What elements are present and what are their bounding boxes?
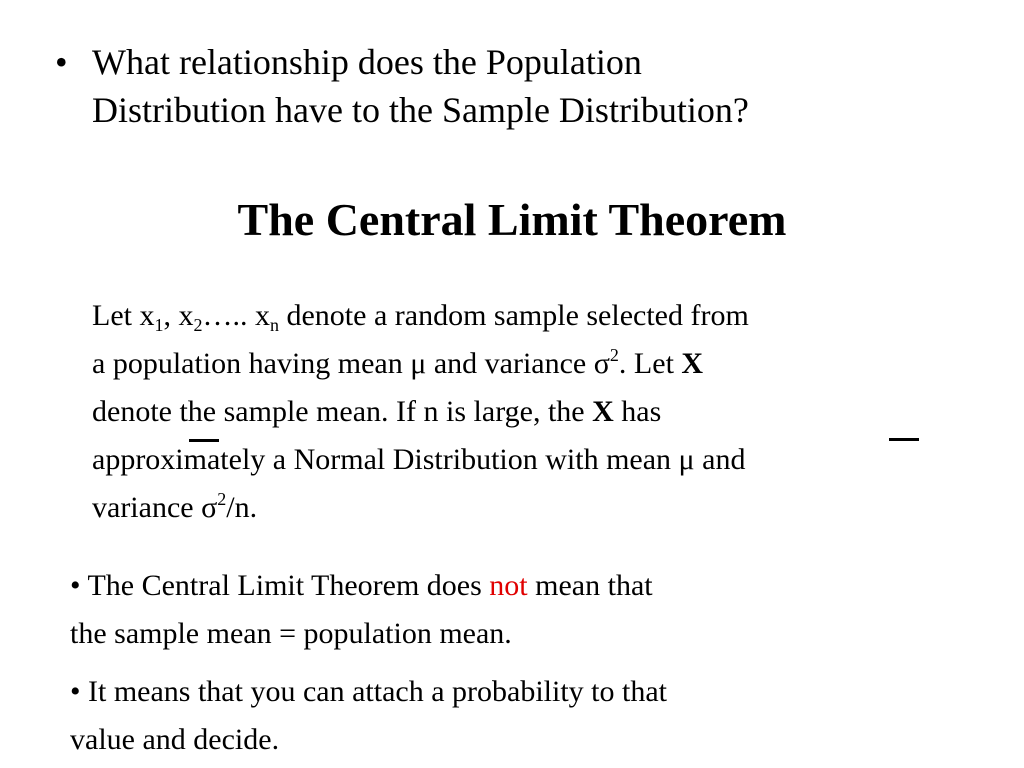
text-line3-a: denote the sample mean. If n is large, the (92, 395, 593, 428)
text-line5-a: variance σ (92, 491, 218, 524)
text-line3-b: has (613, 395, 662, 428)
bullet-dot: • (55, 42, 68, 82)
symbol-x-bar: X (681, 347, 704, 380)
subscript-n: n (269, 315, 279, 335)
question-line-2: Distribution have to the Sample Distribution? (92, 90, 749, 130)
text-line5-b: /n. (226, 491, 258, 524)
theorem-line-2 (92, 346, 703, 382)
note-line-3: • It means that you can attach a probability to that (70, 675, 667, 708)
note-line-2: the sample mean = population mean. (70, 617, 512, 650)
subscript-1: 1 (154, 315, 164, 335)
note-text-a: • The Central Limit Theorem does (70, 569, 490, 602)
theorem-line-1 (92, 298, 749, 334)
note-line-4: value and decide. (70, 723, 280, 756)
note-line-1 (70, 568, 653, 604)
text-line2-a: a population having mean μ and variance σ (92, 347, 610, 380)
text-let-x: Let x (92, 299, 155, 332)
subscript-2: 2 (193, 315, 203, 335)
text-line2-b: . Let (618, 347, 682, 380)
theorem-line-4: approximately a Normal Distribution with mean μ and (92, 443, 746, 476)
text-dots-x: ….. x (202, 299, 270, 332)
superscript-2: 2 (609, 345, 619, 365)
text-line1-rest: denote a random sample selected from (278, 299, 749, 332)
theorem-line-5 (92, 490, 257, 526)
overline-bar (889, 438, 919, 441)
superscript-2: 2 (217, 489, 227, 509)
text-comma-x: , x (163, 299, 194, 332)
question-line-1: What relationship does the Population (92, 42, 642, 82)
note-text-b: mean that (527, 569, 653, 602)
overline-bar (189, 439, 219, 442)
emphasis-not: not (489, 569, 528, 602)
slide-title: The Central Limit Theorem (237, 194, 787, 245)
theorem-line-3 (92, 394, 661, 430)
symbol-x-bar: X (592, 395, 614, 428)
